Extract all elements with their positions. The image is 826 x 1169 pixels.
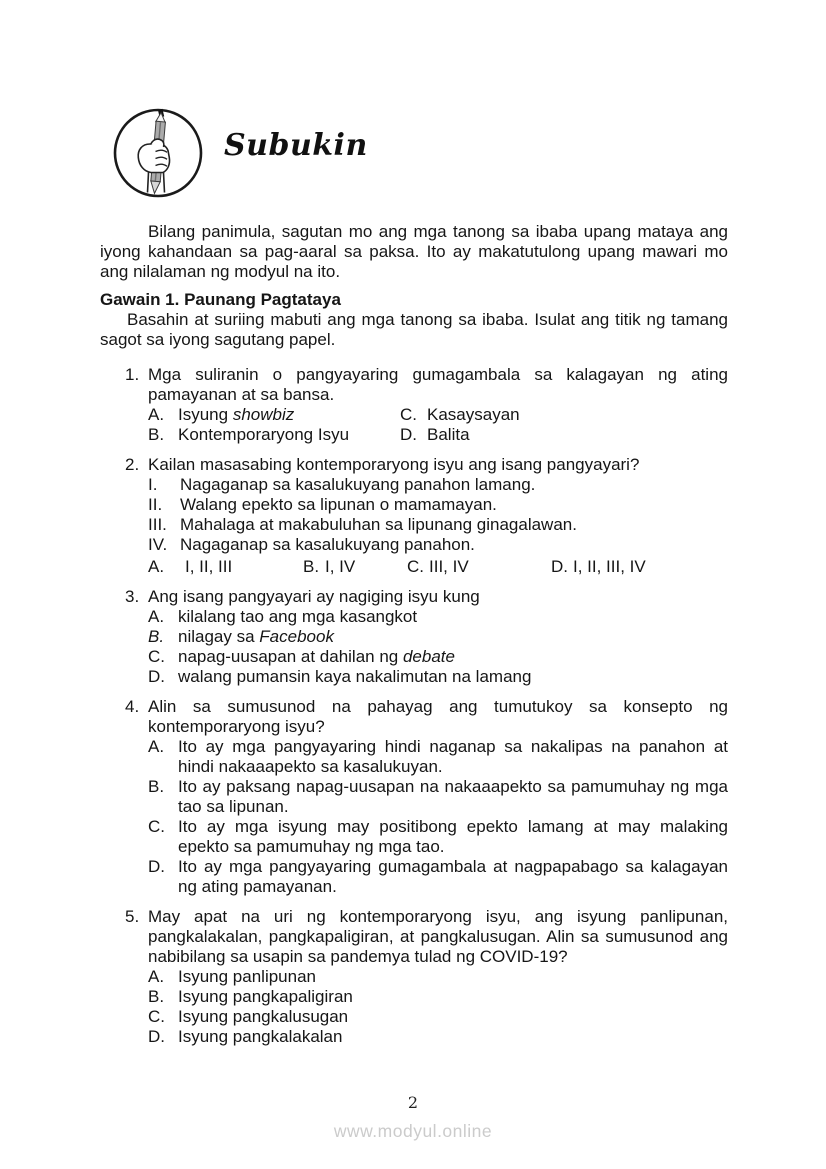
choice-label: D. [148,667,165,686]
question-text: Ang isang pangyayari ay nagiging isyu kung [148,587,480,606]
pencil-in-hand-icon [112,107,204,199]
question-text: Alin sa sumusunod na pahayag ang tumutukoy sa konsepto ng kontemporaryong isyu? [148,697,728,736]
choice-text: Isyung pangkalusugan [178,1007,349,1026]
activity-instructions: Basahin at suriing mabuti ang mga tanong sa ibaba. Isulat ang titik ng tamang sagot sa iyong sagutang papel. [100,310,728,349]
question-text: Mga suliranin o pangyayaring gumagambala sa kalagayan ng ating pamayanan at sa bansa. [148,365,728,404]
choice-text: Ito ay paksang napag-uusapan na nakaaapekto sa pamumuhay ng mga tao sa lipunan. [178,777,728,816]
choice-label: B. [148,627,165,646]
question-number: 4. [125,697,140,716]
activity-heading: Gawain 1. Paunang Pagtataya [100,290,341,309]
statement-3 [148,515,728,535]
choice-text: Kasaysayan [427,405,520,424]
choice-label: A. [148,967,165,986]
choice-d [400,425,728,445]
question-text: Kailan masasabing kontemporaryong isyu ang isang pangyayari? [148,455,640,474]
choice-d [148,667,728,687]
statement-text: Mahalaga at makabuluhan sa lipunang ginagalawan. [180,515,577,534]
statement-label: III. [148,515,167,534]
statement-2 [148,495,728,515]
choice-text: Ito ay mga pangyayaring hindi naganap sa nakalipas na panahon at hindi nakaaapekto sa kasalukuyan. [178,737,728,776]
choice-a [148,405,400,425]
choice-text: nilagay sa Facebook [178,627,334,646]
question-number: 3. [125,587,140,606]
question-1 [100,365,728,445]
choice-label: D. [400,425,417,444]
choice-b [148,425,400,445]
choice-text: Isyung pangkalakalan [178,1027,343,1046]
choice-label: A. [148,607,165,626]
choice-text: Ito ay mga pangyayaring gumagambala at nagpapabago sa kalagayan ng ating pamayanan. [178,857,728,896]
choice-label: A. [148,737,165,756]
choice-text: Balita [427,425,470,444]
choice-label: C. [148,1007,165,1026]
watermark: www.modyul.online [333,1121,493,1141]
choice-c [148,647,728,667]
choice-label: C. [148,647,165,666]
page-content [100,0,728,1057]
question-number: 1. [125,365,140,384]
choice-columns [148,405,728,445]
answer-row [148,557,728,577]
statement-label: II. [148,495,163,514]
question-text: May apat na uri ng kontemporaryong isyu, ang isyung panlipunan, pangkalakalan, pangkapaligiran, at pangkalusugan. Alin sa sumusunod ang nabibilang sa usapin sa pandemya tulad ng COVID-19? [148,907,728,966]
page-number: 2 [407,1093,419,1112]
choice-text: Isyung pangkapaligiran [178,987,353,1006]
statement-label: IV. [148,535,168,554]
choice-label: D. [148,1027,165,1046]
statement-text: Walang epekto sa lipunan o mamamayan. [180,495,497,514]
statement-label: I. [148,475,158,494]
choice-text: Kontemporaryong Isyu [178,425,350,444]
choice-d [148,857,728,897]
question-3 [100,587,728,687]
choice-label: A. [148,405,165,424]
question-4 [100,697,728,897]
choice-label: C. [400,405,417,424]
choice-b [148,627,728,647]
choice-text: Ito ay mga isyung may positibong epekto lamang at may malaking epekto sa pamumuhay ng mga tao. [178,817,728,856]
choice-c [148,1007,728,1027]
page-title: Subukin [224,128,368,163]
choice-c [148,817,728,857]
choice-b: B. I, IV [303,557,356,576]
choice-b [148,777,728,817]
intro-paragraph: Bilang panimula, sagutan mo ang mga tanong sa ibaba upang mataya ang iyong kahandaan sa pag-aaral sa paksa. Ito ay makatutulong upang mawari mo ang nilalaman ng modyul na ito. [100,222,728,281]
choice-label: B. [148,425,165,444]
choice-text: Isyung panlipunan [178,967,317,986]
choice-label: D. [148,857,165,876]
choice-text: Isyung showbiz [178,405,295,424]
choice-a [148,737,728,777]
question-2 [100,455,728,577]
choice-b [148,987,728,1007]
statement-text: Nagaganap sa kasalukuyang panahon. [180,535,475,554]
choice-text: napag-uusapan at dahilan ng debate [178,647,455,666]
choice-label: C. [148,817,165,836]
choice-a [148,607,728,627]
statement-4 [148,535,728,555]
choice-label: B. [148,777,165,796]
question-number: 2. [125,455,140,474]
choice-label: B. [148,987,165,1006]
choice-a: A. I, II, III [148,557,233,576]
choice-d [148,1027,728,1047]
choice-c: C. III, IV [407,557,469,576]
statement-1 [148,475,728,495]
choice-text: kilalang tao ang mga kasangkot [178,607,418,626]
question-number: 5. [125,907,140,926]
statement-text: Nagaganap sa kasalukuyang panahon lamang. [180,475,536,494]
section-header [100,106,728,200]
choice-a [148,967,728,987]
choice-text: walang pumansin kaya nakalimutan na lamang [178,667,532,686]
question-5 [100,907,728,1047]
choice-d: D. I, II, III, IV [551,557,646,576]
choice-c [400,405,728,425]
question-list [100,365,728,1047]
